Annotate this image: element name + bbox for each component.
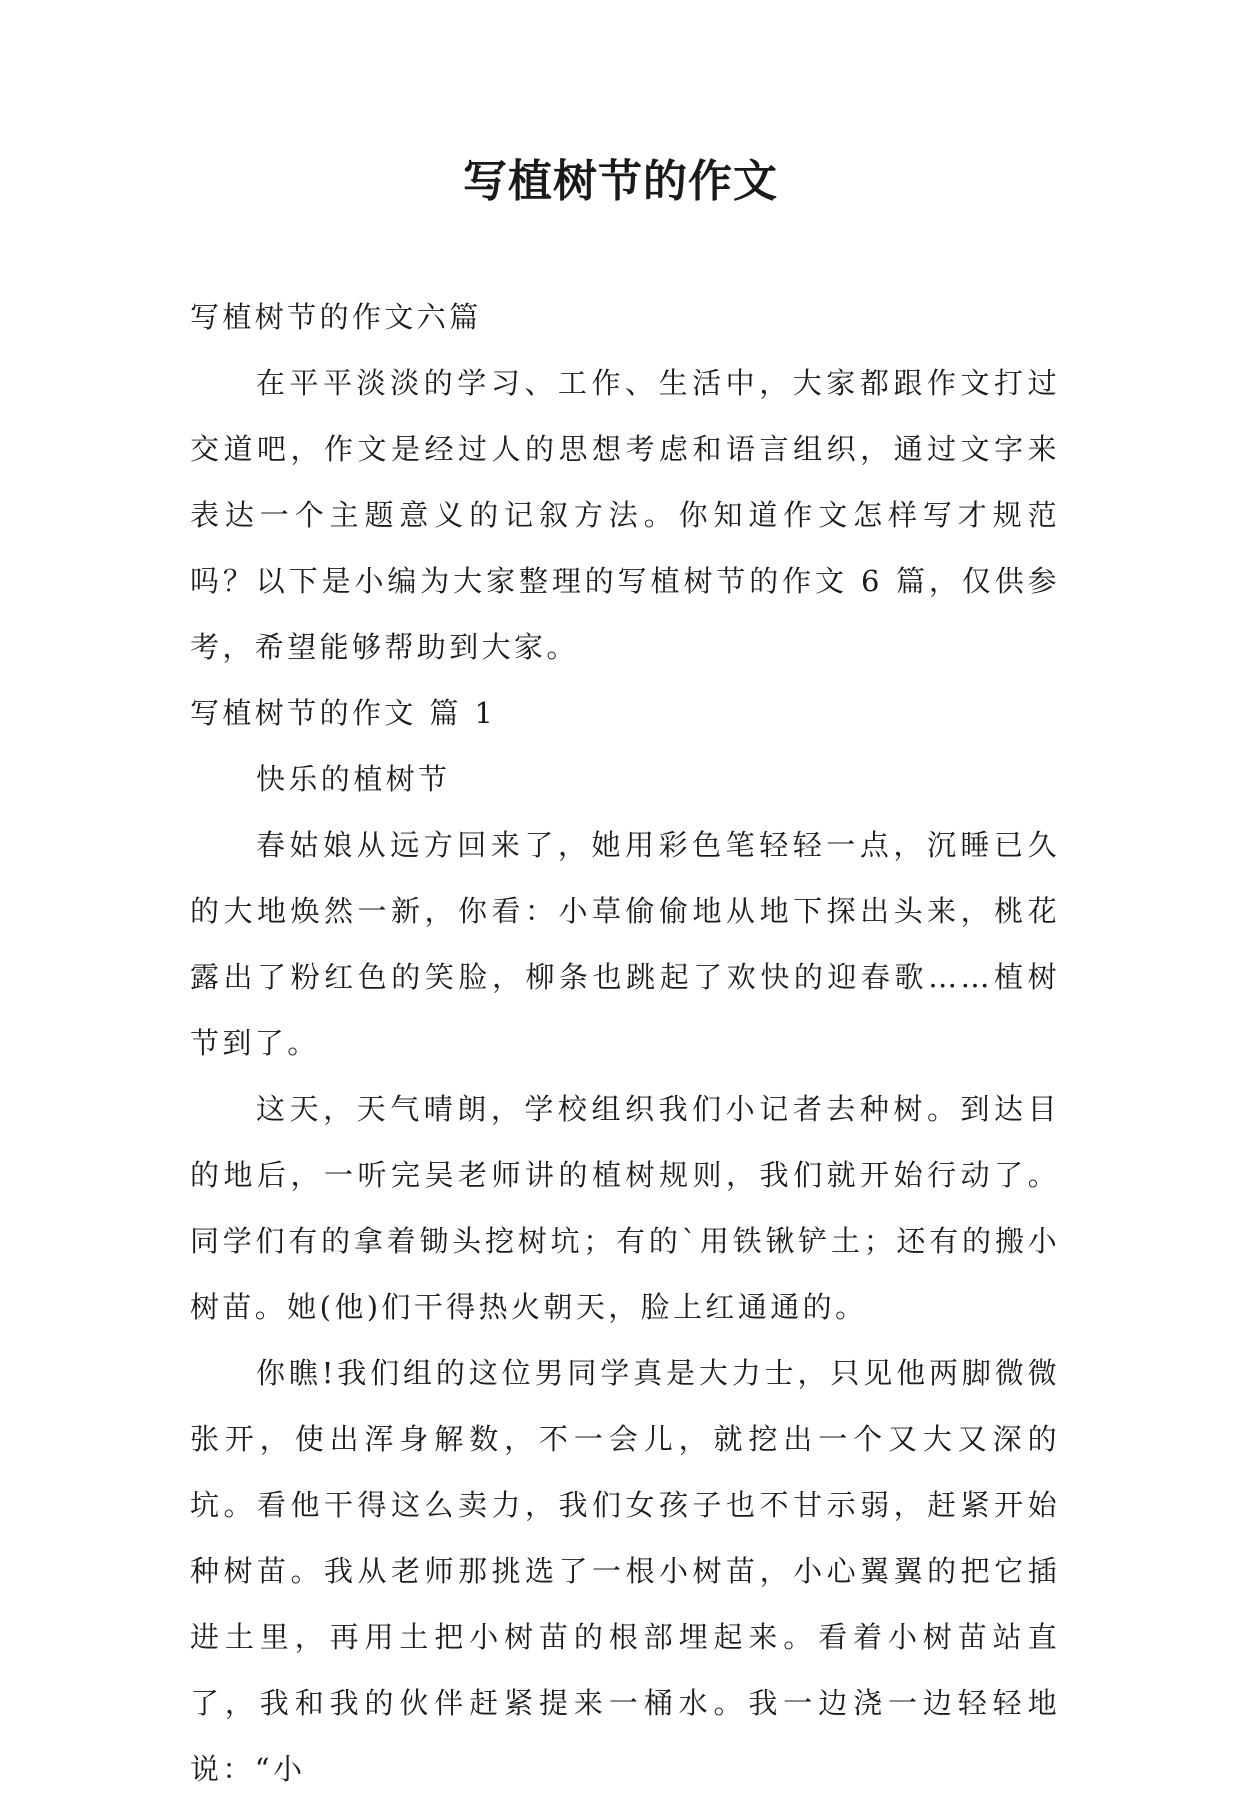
document-title: 写植树节的作文 [463,156,778,207]
essay-paragraph: 春姑娘从远方回来了，她用彩色笔轻轻一点，沉睡已久的大地焕然一新，你看：小草偷偷地从地下探出头来，桃花露出了粉红色的笑脸，柳条也跳起了欢快的迎春歌……植树节到了。 [190,828,1060,1060]
intro-paragraph: 在平平淡淡的学习、工作、生活中，大家都跟作文打过交道吧，作文是经过人的思想考虑和语言组织，通过文字来表达一个主题意义的记叙方法。你知道作文怎样写才规范吗？以下是小编为大家整理的写植树节的作文 6 篇，仅供参考，希望能够帮助到大家。 [190,366,1060,664]
essay-paragraph: 你瞧!我们组的这位男同学真是大力士，只见他两脚微微张开，使出浑身解数，不一会儿，就挖出一个又大又深的坑。看他干得这么卖力，我们女孩子也不甘示弱，赶紧开始种树苗。我从老师那挑选了一根小树苗，小心翼翼的把它插进土里，再用土把小树苗的根部埋起来。看着小树苗站直了，我和我的伙伴赶紧提来一桶水。我一边浇一边轻轻地说：“小 [190,1356,1060,1786]
essay-heading: 写植树节的作文 篇 1 [190,696,497,730]
essay-title: 快乐的植树节 [256,762,451,796]
essay-paragraph: 这天，天气晴朗，学校组织我们小记者去种树。到达目的地后，一听完吴老师讲的植树规则，我们就开始行动了。同学们有的拿着锄头挖树坑；有的`用铁锹铲土；还有的搬小树苗。她(他)们干得热火朝天，脸上红通通的。 [190,1092,1060,1324]
document-body [190,284,1060,1802]
doc-subtitle: 写植树节的作文六篇 [190,300,482,334]
